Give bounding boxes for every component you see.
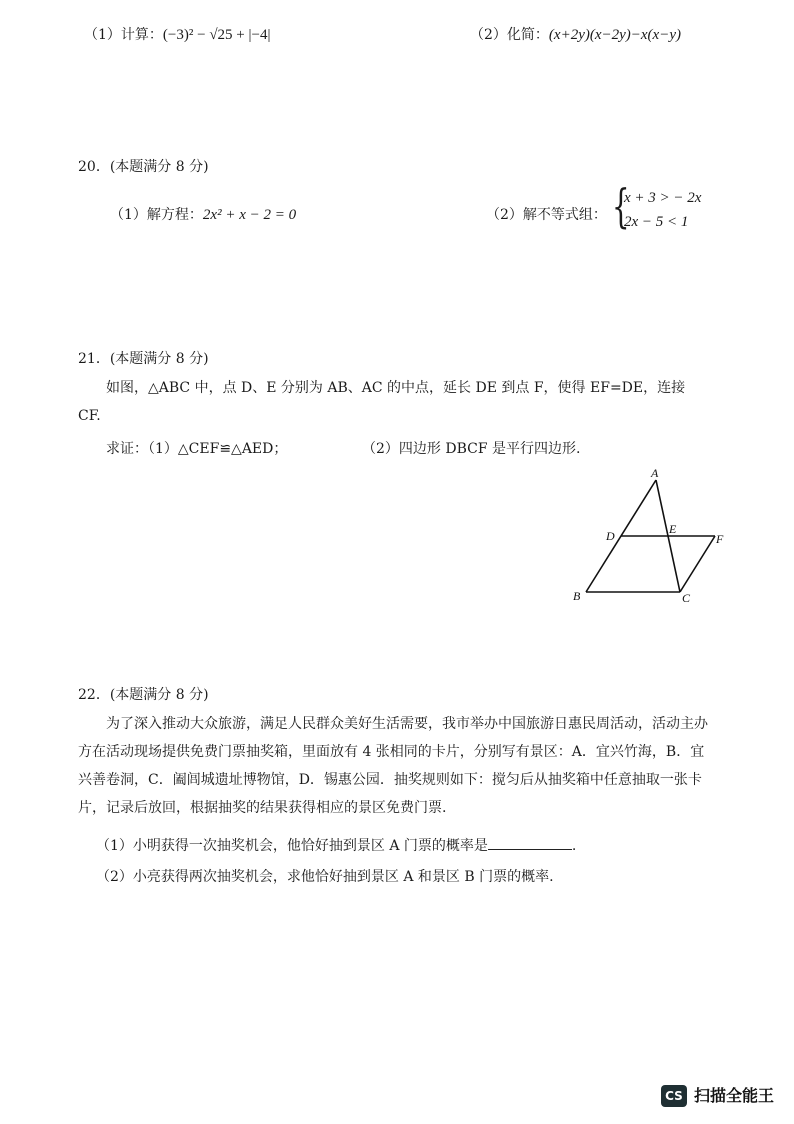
q19-part2-label: （2）化简：: [470, 27, 549, 43]
camscanner-logo-icon: CS: [661, 1085, 687, 1107]
q21-prove2: （2）四边形 DBCF 是平行四边形.: [362, 441, 581, 457]
q20-inequality-system: [612, 179, 722, 234]
label-F: F: [716, 532, 724, 546]
q20-part1-expression: 2x² + x − 2 = 0: [202, 207, 297, 223]
q20-system-line1: x + 3 > − 2x: [624, 190, 702, 206]
label-B: B: [573, 589, 581, 603]
q20-part1: [110, 204, 296, 224]
q21-body-text: 如图，△ABC 中，点 D、E 分别为 AB、AC 的中点，延长 DE 到点 F，使得 EF=DE，连接 CF.: [78, 380, 686, 424]
q22-body: [78, 710, 708, 822]
q22-body-text: 为了深入推动大众旅游，满足人民群众美好生活需要，我市举办中国旅游日惠民周活动，活动主办方在活动现场提供免费门票抽奖箱，里面放有 4 张相同的卡片，分别写有景区：A．宜兴竹海，B．宜兴善卷洞，C．阖闾城遗址博物馆，D．锡惠公园．抽奖规则如下：搅匀后从抽奖箱中任意抽取一张卡片，记录后放回，根据抽奖的结果获得相应的景区免费门票.: [78, 716, 708, 816]
q22-answer-blank: [488, 835, 572, 850]
q21-prove-label: 求证：: [106, 441, 148, 457]
camscanner-brand-text: 扫描全能王: [694, 1086, 775, 1105]
label-C: C: [682, 591, 691, 605]
label-A: A: [651, 466, 659, 480]
q22-part2: （2）小亮获得两次抽奖机会，求他恰好抽到景区 A 和景区 B 门票的概率.: [96, 869, 554, 885]
q22-part1-text: （1）小明获得一次抽奖机会，他恰好抽到景区 A 门票的概率是: [96, 838, 488, 854]
label-E: E: [669, 522, 677, 536]
left-brace-icon: {: [612, 179, 630, 233]
segment-CF: [680, 536, 715, 592]
q20-part2-label: （2）解不等式组：: [486, 207, 607, 223]
q19-part2: [470, 24, 681, 44]
q20-part1-label: （1）解方程：: [110, 207, 203, 223]
q22-part1-end: .: [571, 838, 577, 854]
q19-part1: [84, 24, 271, 44]
label-D: D: [606, 529, 615, 543]
q19-part1-label: （1）计算：: [84, 27, 163, 43]
q20-header: 20．(本题满分 8 分): [78, 159, 209, 175]
q21-body: [78, 374, 708, 430]
q22-part1: [96, 835, 576, 855]
q21-geometry-figure: [568, 466, 738, 612]
q19-part2-expression: (x+2y)(x−2y)−x(x−y): [548, 27, 681, 43]
q21-prove1: （1）△CEF≌△AED；: [148, 441, 288, 457]
q22-header: 22．(本题满分 8 分): [78, 687, 209, 703]
q21-prove-row: [106, 438, 287, 458]
q21-header: 21．(本题满分 8 分): [78, 351, 209, 367]
q20-system-line2: 2x − 5 < 1: [624, 214, 689, 230]
q19-part1-expression: (−3)² − √25 + |−4|: [162, 27, 271, 43]
